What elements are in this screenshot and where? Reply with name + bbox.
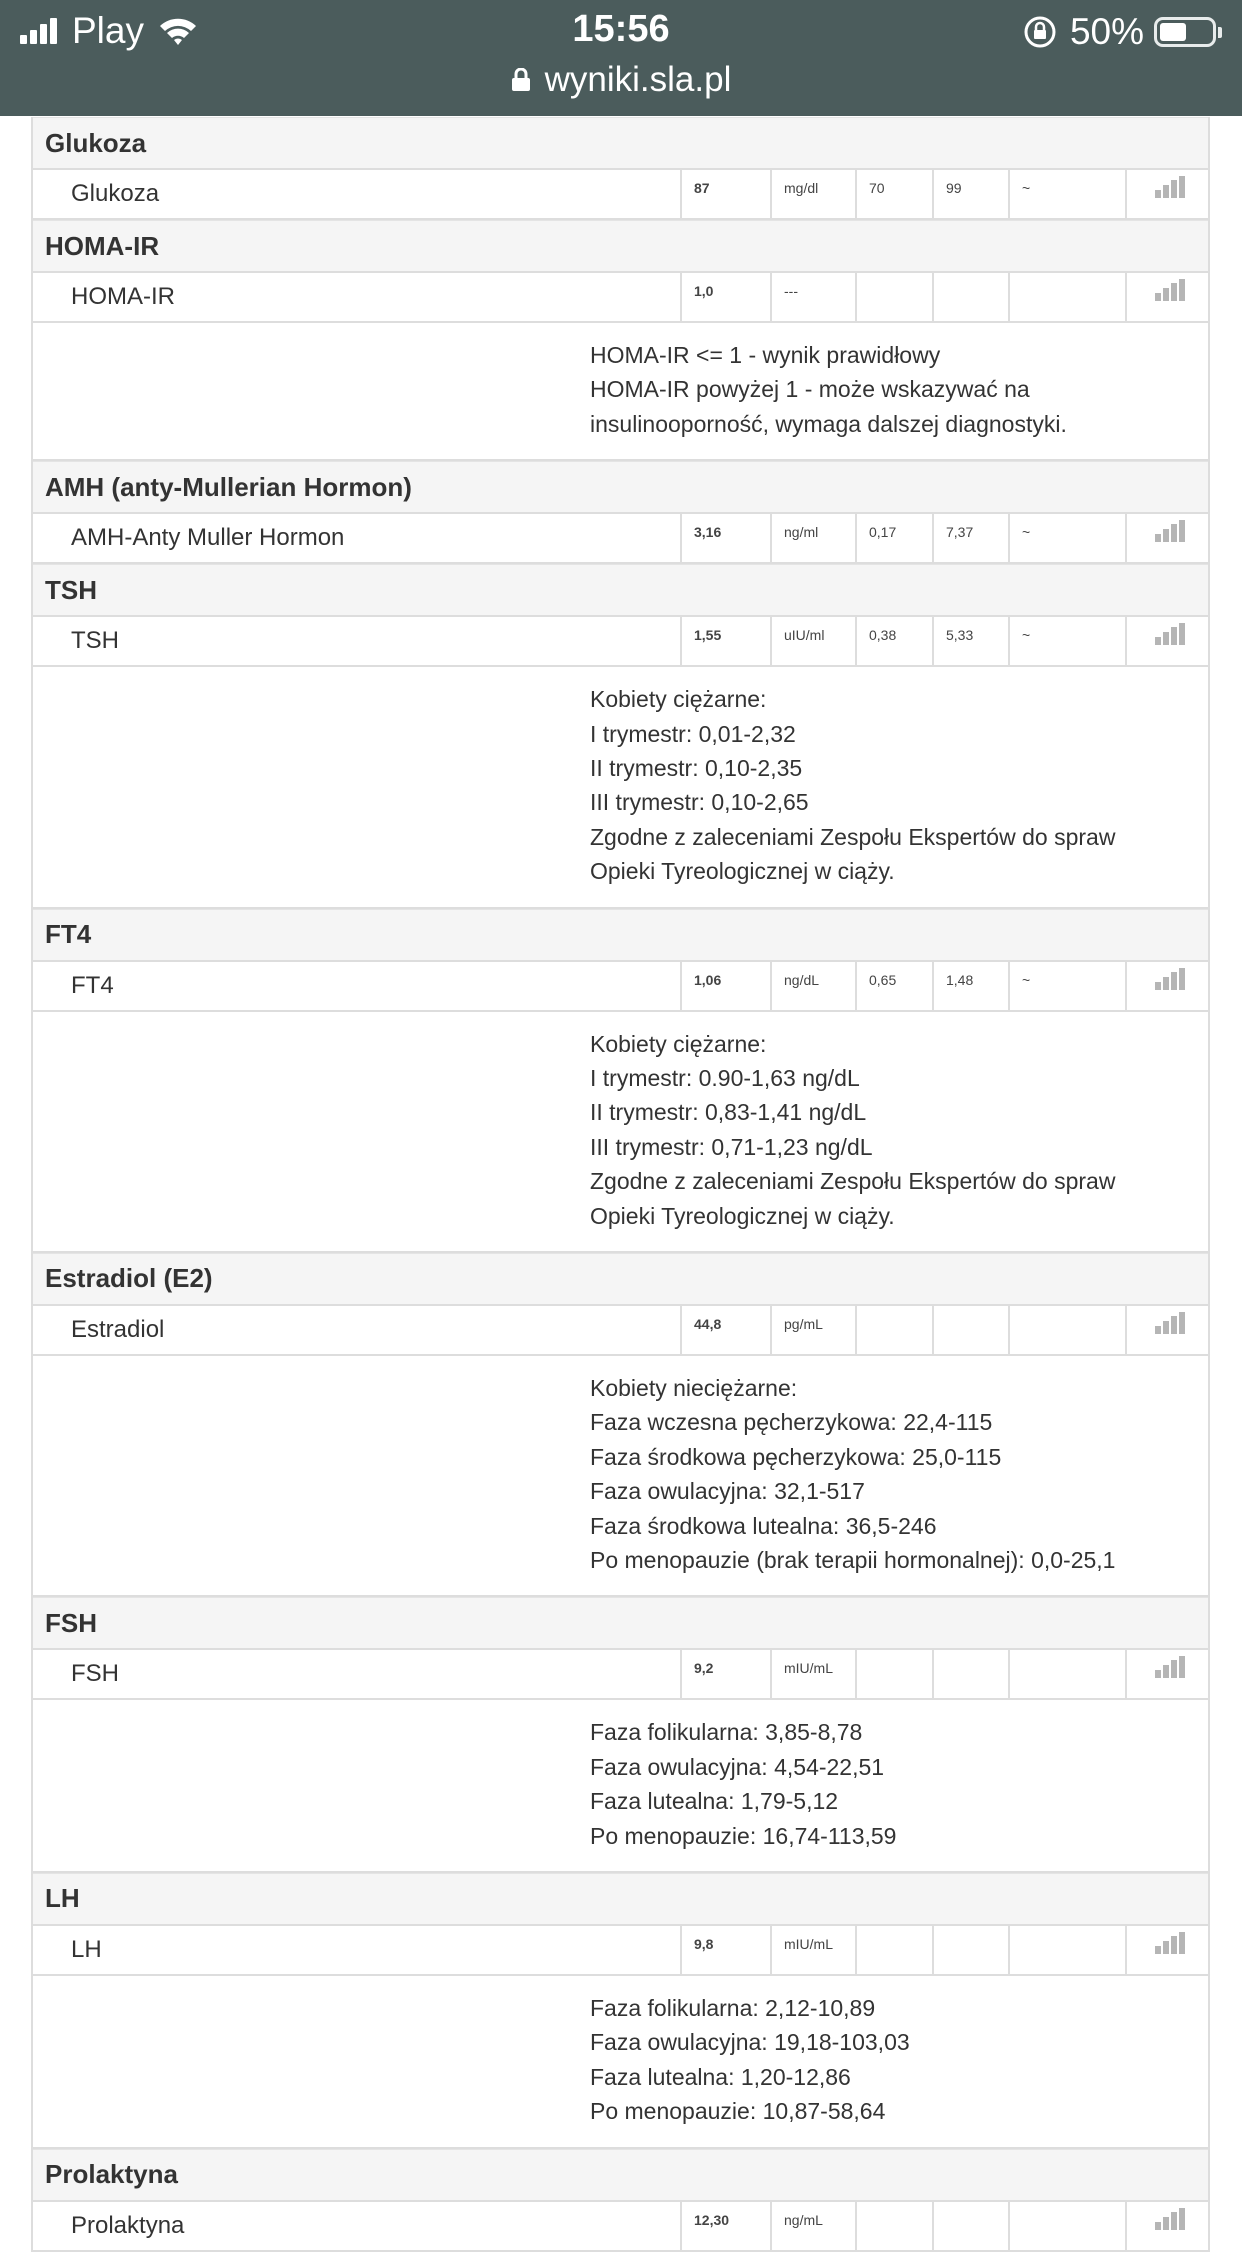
reference-note	[33, 1976, 1208, 2149]
group-header: Prolaktyna	[33, 2149, 1208, 2202]
padlock-icon	[511, 68, 531, 92]
test-name: LH	[71, 1935, 102, 1963]
reference-min: 0,17	[855, 514, 932, 562]
result-value: 1,0	[680, 273, 770, 321]
browser-status-bar	[0, 0, 1242, 116]
result-unit: ng/dL	[770, 962, 855, 1010]
note-line: Faza owulacyjna: 32,1-517	[590, 1478, 865, 1505]
bar-chart-icon[interactable]	[1155, 176, 1210, 198]
reference-max	[932, 1306, 1008, 1354]
note-line: HOMA-IR powyżej 1 - może wskazywać na	[590, 376, 1030, 403]
bar-chart-icon[interactable]	[1155, 2208, 1210, 2230]
note-line: Faza środkowa pęcherzykowa: 25,0-115	[590, 1443, 1002, 1470]
table-row	[33, 617, 1208, 667]
reference-note	[33, 1700, 1208, 1873]
table-row	[33, 1306, 1208, 1356]
reference-note	[33, 667, 1208, 908]
bar-chart-icon[interactable]	[1155, 968, 1210, 990]
reference-min	[855, 2202, 932, 2250]
battery-percentage: 50%	[1069, 11, 1144, 52]
result-flag	[1008, 273, 1125, 321]
note-line: Faza owulacyjna: 4,54-22,51	[590, 1753, 885, 1780]
history-chart-button[interactable]	[1125, 1926, 1210, 1974]
reference-min: 0,38	[855, 617, 932, 665]
result-unit: mg/dl	[770, 170, 855, 218]
result-value: 9,8	[680, 1926, 770, 1974]
note-line: Kobiety nieciężarne:	[590, 1374, 798, 1401]
address-bar[interactable]	[0, 58, 1242, 102]
note-line: III trymestr: 0,71-1,23 ng/dL	[590, 1133, 873, 1160]
note-line: Po menopauzie: 16,74-113,59	[590, 1822, 897, 1849]
note-line: Faza folikularna: 3,85-8,78	[590, 1719, 863, 1746]
group-header: Estradiol (E2)	[33, 1253, 1208, 1306]
result-unit: ng/mL	[770, 2202, 855, 2250]
table-row	[33, 2202, 1208, 2252]
note-line: Faza środkowa lutealna: 36,5-246	[590, 1512, 937, 1539]
group-header: AMH (anty-Mullerian Hormon)	[33, 461, 1208, 514]
table-row	[33, 273, 1208, 323]
result-unit: ---	[770, 273, 855, 321]
result-value: 12,30	[680, 2202, 770, 2250]
reference-note	[33, 1356, 1208, 1597]
reference-max	[932, 1650, 1008, 1698]
note-line: Faza folikularna: 2,12-10,89	[590, 1994, 876, 2021]
note-line: Opieki Tyreologicznej w ciąży.	[590, 858, 895, 885]
bar-chart-icon[interactable]	[1155, 279, 1210, 301]
note-line: I trymestr: 0.90-1,63 ng/dL	[590, 1064, 860, 1091]
result-value: 9,2	[680, 1650, 770, 1698]
group-header: TSH	[33, 564, 1208, 617]
note-line: HOMA-IR <= 1 - wynik prawidłowy	[590, 342, 941, 368]
rotation-lock-icon	[1022, 14, 1058, 50]
history-chart-button[interactable]	[1125, 1306, 1210, 1354]
group-header: FSH	[33, 1597, 1208, 1650]
history-chart-button[interactable]	[1125, 1650, 1210, 1698]
note-line: II trymestr: 0,10-2,35	[590, 755, 803, 781]
result-value: 44,8	[680, 1306, 770, 1354]
note-line: insulinooporność, wymaga dalszej diagnostyki.	[590, 410, 1067, 437]
history-chart-button[interactable]	[1125, 170, 1210, 218]
note-line: Po menopauzie (brak terapii hormonalnej): 0,0-25,1	[590, 1547, 1116, 1573]
reference-min	[855, 1650, 932, 1698]
result-flag	[1008, 1926, 1125, 1974]
note-line: Zgodne z zaleceniami Zespołu Ekspertów do spraw	[590, 1168, 1116, 1195]
group-header: LH	[33, 1873, 1208, 1926]
reference-max: 99	[932, 170, 1008, 218]
test-name: TSH	[71, 627, 119, 655]
reference-max: 1,48	[932, 962, 1008, 1010]
reference-note-text	[590, 667, 1208, 888]
reference-note-text	[590, 1356, 1208, 1577]
note-line: Zgodne z zaleceniami Zespołu Ekspertów do spraw	[590, 823, 1116, 850]
note-line: Kobiety ciężarne:	[590, 686, 767, 713]
group-header: FT4	[33, 909, 1208, 962]
result-value: 1,06	[680, 962, 770, 1010]
test-name: Estradiol	[71, 1315, 165, 1343]
group-header: HOMA-IR	[33, 220, 1208, 273]
result-unit: mIU/mL	[770, 1650, 855, 1698]
table-row	[33, 170, 1208, 220]
result-flag: ~	[1008, 514, 1125, 562]
result-flag	[1008, 1650, 1125, 1698]
result-flag: ~	[1008, 617, 1125, 665]
result-value: 3,16	[680, 514, 770, 562]
note-line: Po menopauzie: 10,87-58,64	[590, 2098, 886, 2125]
note-line: III trymestr: 0,10-2,65	[590, 789, 809, 816]
page-url[interactable]: wyniki.sla.pl	[544, 60, 732, 99]
result-unit: mIU/mL	[770, 1926, 855, 1974]
test-name: FSH	[71, 1660, 119, 1688]
test-name: Prolaktyna	[71, 2211, 185, 2239]
reference-min: 70	[855, 170, 932, 218]
test-name: AMH-Anty Muller Hormon	[71, 524, 345, 552]
result-flag: ~	[1008, 962, 1125, 1010]
history-chart-button[interactable]	[1125, 617, 1210, 665]
system-indicators	[1022, 10, 1222, 54]
results-table	[31, 117, 1210, 2252]
reference-note	[33, 1012, 1208, 1253]
note-line: II trymestr: 0,83-1,41 ng/dL	[590, 1099, 867, 1126]
reference-note	[33, 323, 1208, 461]
note-line: Faza wczesna pęcherzykowa: 22,4-115	[590, 1409, 993, 1436]
reference-note-text	[590, 1012, 1208, 1233]
group-header: Glukoza	[33, 117, 1208, 170]
note-line: Faza lutealna: 1,20-12,86	[590, 2063, 851, 2090]
bar-chart-icon[interactable]	[1155, 623, 1210, 645]
note-line: I trymestr: 0,01-2,32	[590, 720, 796, 747]
history-chart-button[interactable]	[1125, 514, 1210, 562]
result-flag: ~	[1008, 170, 1125, 218]
result-flag	[1008, 2202, 1125, 2250]
battery-icon	[1154, 17, 1216, 47]
reference-note-text	[590, 323, 1208, 441]
test-name: HOMA-IR	[71, 283, 175, 310]
carrier-name: Play	[72, 10, 144, 51]
reference-max	[932, 2202, 1008, 2250]
history-chart-button[interactable]	[1125, 273, 1210, 321]
reference-min	[855, 1926, 932, 1974]
reference-min	[855, 273, 932, 321]
reference-note-text	[590, 1700, 1208, 1853]
result-unit: uIU/ml	[770, 617, 855, 665]
note-line: Faza lutealna: 1,79-5,12	[590, 1788, 839, 1815]
test-name: FT4	[71, 971, 114, 999]
clock: 15:56	[572, 8, 670, 50]
table-row	[33, 1926, 1208, 1976]
reference-max: 5,33	[932, 617, 1008, 665]
result-unit: pg/mL	[770, 1306, 855, 1354]
note-line: Faza owulacyjna: 19,18-103,03	[590, 2029, 910, 2056]
bar-chart-icon[interactable]	[1155, 1656, 1210, 1678]
reference-max	[932, 1926, 1008, 1974]
history-chart-button[interactable]	[1125, 2202, 1210, 2250]
reference-note-text	[590, 1976, 1208, 2129]
history-chart-button[interactable]	[1125, 962, 1210, 1010]
result-flag	[1008, 1306, 1125, 1354]
bar-chart-icon[interactable]	[1155, 1312, 1210, 1334]
bar-chart-icon[interactable]	[1155, 1932, 1210, 1954]
bar-chart-icon[interactable]	[1155, 520, 1210, 542]
reference-min	[855, 1306, 932, 1354]
note-line: Opieki Tyreologicznej w ciąży.	[590, 1202, 895, 1229]
note-line: Kobiety ciężarne:	[590, 1030, 767, 1057]
result-value: 87	[680, 170, 770, 218]
test-name: Glukoza	[71, 180, 160, 207]
reference-min: 0,65	[855, 962, 932, 1010]
table-row	[33, 514, 1208, 564]
reference-max	[932, 273, 1008, 321]
table-row	[33, 962, 1208, 1012]
result-value: 1,55	[680, 617, 770, 665]
reference-max: 7,37	[932, 514, 1008, 562]
result-unit: ng/ml	[770, 514, 855, 562]
table-row	[33, 1650, 1208, 1700]
